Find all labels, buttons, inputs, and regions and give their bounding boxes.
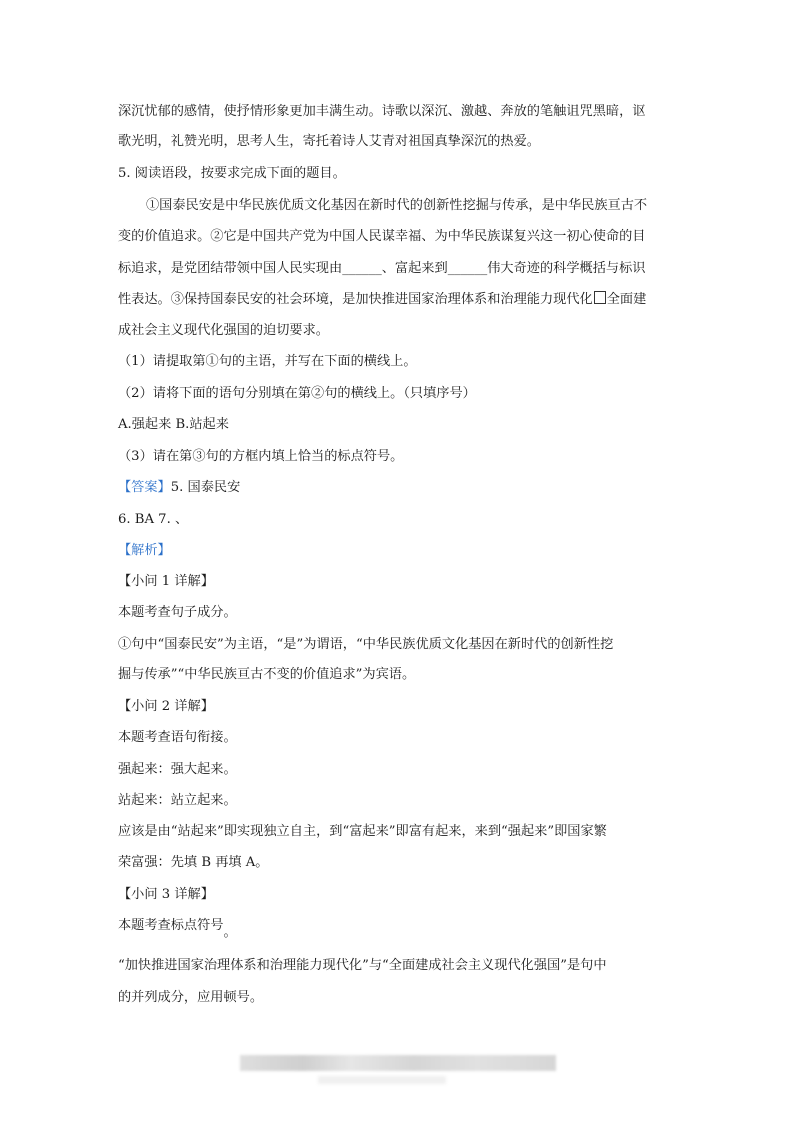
- sub-question-3: （3）请在第③句的方框内填上恰当的标点符号。: [118, 449, 404, 464]
- question-5-heading: 5. 阅读语段，按要求完成下面的题目。: [118, 166, 346, 181]
- explanation-line: 应该是由“站起来”即实现独立自主，到“富起来”即富有起来，来到“强起来”即国家繁: [118, 824, 607, 839]
- answer-line: [118, 479, 240, 497]
- passage-line: 成社会主义现代化强国的迫切要求。: [118, 323, 329, 338]
- explanation-line: “加快推进国家治理体系和治理能力现代化”与“全面建成社会主义现代化强国”是句中: [118, 958, 607, 973]
- explanation-line: [118, 917, 237, 940]
- passage-text: 伟大奇迹的科学概括与标识: [487, 261, 646, 276]
- passage-text: 性表达。③保持国泰民安的社会环境，是加快推进国家治理体系和治理能力现代化: [118, 292, 593, 307]
- passage-line: ①国泰民安是中华民族优质文化基因在新时代的创新性挖掘与传承，是中华民族亘古不: [146, 198, 648, 213]
- options-line: A.强起来 B.站起来: [118, 417, 229, 432]
- explanation-line: 荣富强：先填 B 再填 A。: [118, 855, 269, 870]
- passage-line: 变的价值追求。②它是中国共产党为中国人民谋幸福、为中华民族谋复兴这一初心使命的目: [118, 229, 646, 244]
- paragraph-line: 歌光明，礼赞光明，思考人生，寄托着诗人艾青对祖国真挚深沉的热爱。: [118, 134, 540, 149]
- explanation-line: 强起来：强大起来。: [118, 762, 237, 777]
- passage-text: 、富起来到: [381, 261, 448, 276]
- sub-question-2: （2）请将下面的语句分别填在第②句的横线上。（只填序号）: [118, 386, 476, 401]
- explanation-line: 掘与传承”“中华民族亘古不变的价值追求”为宾语。: [118, 667, 416, 682]
- stray-period: 。: [223, 925, 237, 940]
- explanation-line: 本题考查语句衔接。: [118, 730, 237, 745]
- paragraph-line: 深沉忧郁的感情，使抒情形象更加丰满生动。诗歌以深沉、激越、奔放的笔触诅咒黑暗，讴: [118, 104, 646, 119]
- explanation-line: 站起来：站立起来。: [118, 793, 237, 808]
- subquestion-heading: 【小问 2 详解】: [118, 699, 214, 714]
- explanation-line: 本题考查句子成分。: [118, 605, 237, 620]
- explanation-line: ①句中“国泰民安”为主语，“是”为谓语，“中华民族优质文化基因在新时代的创新性挖: [118, 637, 614, 652]
- answer-line: 6. BA 7. 、: [118, 512, 189, 527]
- blurred-footer: [240, 1055, 556, 1071]
- passage-line-with-blanks: [118, 260, 646, 278]
- fill-blank: ______: [447, 261, 488, 276]
- explanation-text: 本题考查标点符号: [118, 918, 224, 933]
- explanation-line: 的并列成分，应用顿号。: [118, 990, 264, 1005]
- blurred-footer-subline: [318, 1076, 446, 1084]
- subquestion-heading: 【小问 3 详解】: [118, 887, 214, 902]
- passage-text: 标追求，是党团结带领中国人民实现由: [118, 261, 343, 276]
- passage-text: 全面建: [606, 292, 647, 307]
- fill-blank: ______: [342, 261, 382, 276]
- passage-line-with-box: [118, 291, 646, 309]
- analysis-tag: 【解析】: [118, 543, 171, 558]
- sub-question-1: （1）请提取第①句的主语，并写在下面的横线上。: [118, 354, 417, 369]
- answer-tag: 【答案】: [118, 480, 171, 495]
- answer-text: 5. 国泰民安: [170, 480, 241, 495]
- subquestion-heading: 【小问 1 详解】: [118, 574, 214, 589]
- punctuation-box: [594, 291, 606, 304]
